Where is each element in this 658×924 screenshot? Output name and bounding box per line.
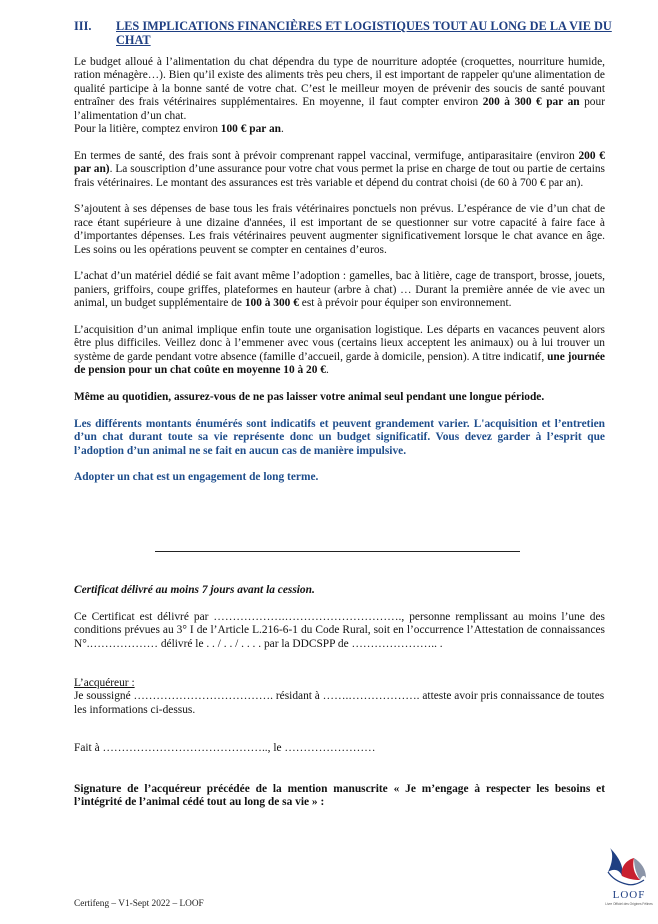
daily-warning: Même au quotidien, assurez-vous de ne pas laisser votre animal seul pendant une longue période. [74,391,545,404]
acquereur-statement: Je soussigné ………………………………. résidant à …….………………. atteste avoir pris connaissance de toutes les informations ci-dessus. [74,690,605,716]
equipment-budget: 100 à 300 € [244,297,299,310]
paragraph-health [74,150,605,190]
text-run: . La souscription d’une assurance pour votre chat vous permet la prise en charge de tout ou partie de certains frais vétérinaires. Le montant des assurances est très variable et dépend du contrat choisi (de 60 à 700 € par an). [74,163,605,189]
body-text [74,56,605,498]
food-budget: 200 à 300 € par an [482,96,580,109]
text-run: . [281,123,284,136]
section-number: III. [74,19,92,33]
litter-budget: 100 € par an [220,123,282,136]
footer-reference: Certifeng – V1-Sept 2022 – LOOF [74,899,204,909]
text-run: . [326,364,329,377]
text-run: Le budget alloué à l’alimentation du chat dépendra du type de nourriture adoptée (croquettes, nourriture humide, ration ménagère…). Bien qu’il existe des aliments très peu chers, il est important de rappeler qu'une alimentation de qualité participe à la bonne santé de votre chat. C’est le meilleur moyen de prévenir des soucis de santé pouvant entraîner des frais vétérinaires supplémentaires. En moyenne, il faut compter environ [74,56,605,109]
acquereur-label: L’acquéreur : [74,677,135,690]
section-heading [74,19,614,47]
text-run: pour l’alimentation d’un chat. [74,96,605,122]
signature-instruction: Signature de l’acquéreur précédée de la mention manuscrite « Je m’engage à respecter les besoins et l’intégrité de l’animal cédé tout au long de sa vie » : [74,782,605,809]
place-date-line: Fait à …………………………………….., le …………………… [74,742,376,755]
paragraph-litter [74,123,605,136]
text-run: Pour la litière, comptez environ [74,123,221,136]
section-title: LES IMPLICATIONS FINANCIÈRES ET LOGISTIQUES TOUT AU LONG DE LA VIE DU CHAT [116,19,612,47]
paragraph-food [74,56,605,123]
logo-text: LOOF [612,889,646,901]
paragraph-commitment: Adopter un chat est un engagement de long terme. [74,471,319,484]
certificate-body: Ce Certificat est délivré par ……………….…………………………., personne remplissant au moins l’une des conditions prévues au 3° I de l’Article L.216-6-1 du Code Rural, soit en l’occurrence l’Attestation de connaissances N°.……………… délivré le . . / . . / . . . . par la DDCSPP de ………………….. . [74,610,605,650]
boarding-cost: une journée de pension pour un chat coûte en moyenne 10 à 20 € [74,350,605,377]
paragraph-daily [74,391,605,404]
text-run: L’achat d’un matériel dédié se fait avant même l’adoption : gamelles, bac à litière, cage de transport, brosse, jouets, paniers, griffoirs, coupe griffes, plateformes en hauteur (arbre à chat) … Durant la première année de vie avec un animal, un budget supplémentaire de [74,270,605,310]
paragraph-logistics [74,324,605,378]
paragraph-vet-costs: S’ajoutent à ses dépenses de base tous les frais vétérinaires ponctuels non prévus. L’espérance de vie d’un chat de race étant supérieure à une dizaine d'années, il est important de se questionner sur votre capacité à faire face à d’importantes dépenses. Les frais vétérinaires peuvent augmenter significativement lorsque le chat avance en âge. Les soins ou les opérations peuvent se compter en centaines d’euros. [74,203,605,256]
logo-subtitle: Livre Officiel des Origines Félines [605,902,653,906]
paragraph-summary: Les différents montants énumérés sont indicatifs et peuvent grandement varier. L'acquisition et l’entretien d’un chat durant toute sa vie représente donc un budget significatif. Vous devez garder à l’esprit que l’adoption d’un animal ne se fait en aucun cas de manière impulsive. [74,417,605,457]
text-run: En termes de santé, des frais sont à prévoir comprenant rappel vaccinal, vermifuge, antiparasitaire (environ [74,149,579,162]
separator-line [155,551,520,552]
certificate-section [74,584,605,809]
paragraph-equipment [74,270,605,310]
text-run: est à prévoir pour équiper son environnement. [298,297,512,310]
text-run: L’acquisition d’un animal implique enfin toute une organisation logistique. Les départs en vacances peuvent alors être plus difficiles. Veillez donc à l’emmener avec vous (certains lieux acceptent les animaux) ou à lui trouver un système de garde pendant votre absence (famille d’accueil, garde à domicile, pension). A titre indicatif, [74,324,605,363]
health-budget: 200 € par an) [74,149,605,176]
certificate-heading: Certificat délivré au moins 7 jours avant la cession. [74,584,315,596]
